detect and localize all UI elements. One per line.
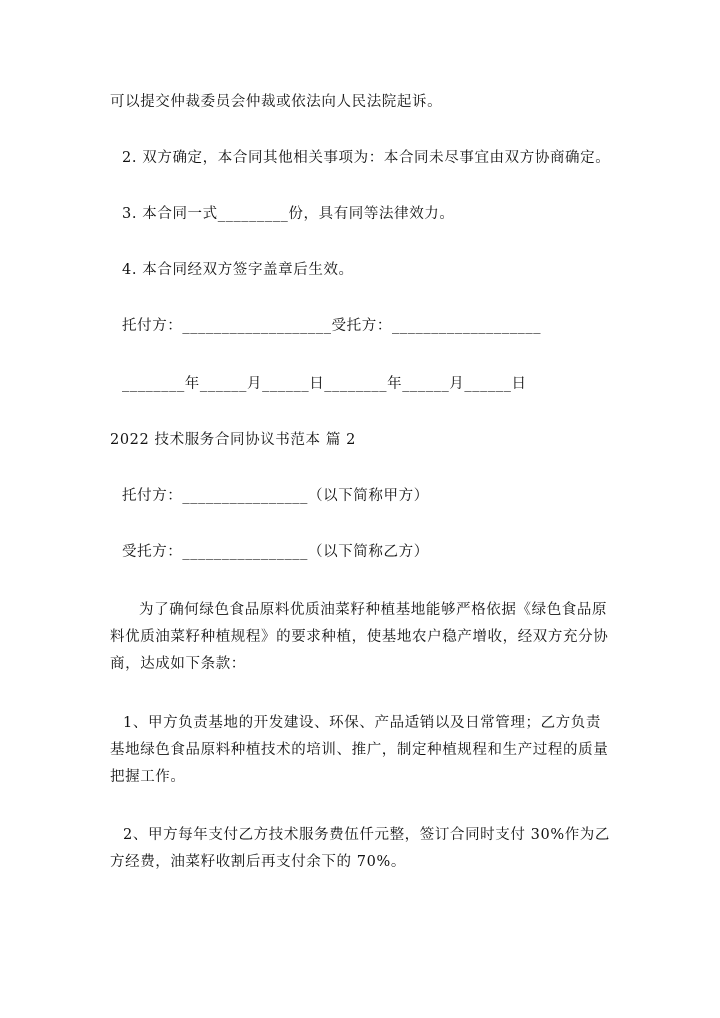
clause-2-paragraph: 2、甲方每年支付乙方技术服务费伍仟元整，签订合同时支付 30%作为乙方经费，油菜籽收割后再支付余下的 70%。	[110, 827, 611, 870]
section-title: 2022 技术服务合同协议书范本 篇 2	[110, 432, 356, 448]
signature-date-line: ________年______月______日________年______月______日	[122, 376, 527, 392]
signature-parties-line: 托付方：___________________受托方：___________________	[122, 318, 542, 334]
clause-3: 3. 本合同一式_________份，具有同等法律效力。	[122, 206, 455, 222]
text-line-arbitration: 可以提交仲裁委员会仲裁或依法向人民法院起诉。	[110, 94, 443, 110]
clause-2: 2. 双方确定，本合同其他相关事项为：本合同未尽事宜由双方协商确定。	[122, 150, 611, 166]
preamble-paragraph: 为了确何绿色食品原料优质油菜籽种植基地能够严格依据《绿色食品原料优质油菜籽种植规程》的要求种植，使基地农户稳产增收，经双方充分协商，达成如下条款：	[110, 602, 609, 672]
contractor-party-line: 受托方：________________（以下简称乙方）	[122, 544, 429, 560]
client-party-line: 托付方：________________（以下简称甲方）	[122, 488, 429, 504]
clause-1-paragraph: 1、甲方负责基地的开发建设、环保、产品适销以及日常管理；乙方负责基地绿色食品原料种植技术的培训、推广，制定种植规程和生产过程的质量把握工作。	[110, 715, 609, 785]
clause-4: 4. 本合同经双方签字盖章后生效。	[122, 262, 354, 278]
